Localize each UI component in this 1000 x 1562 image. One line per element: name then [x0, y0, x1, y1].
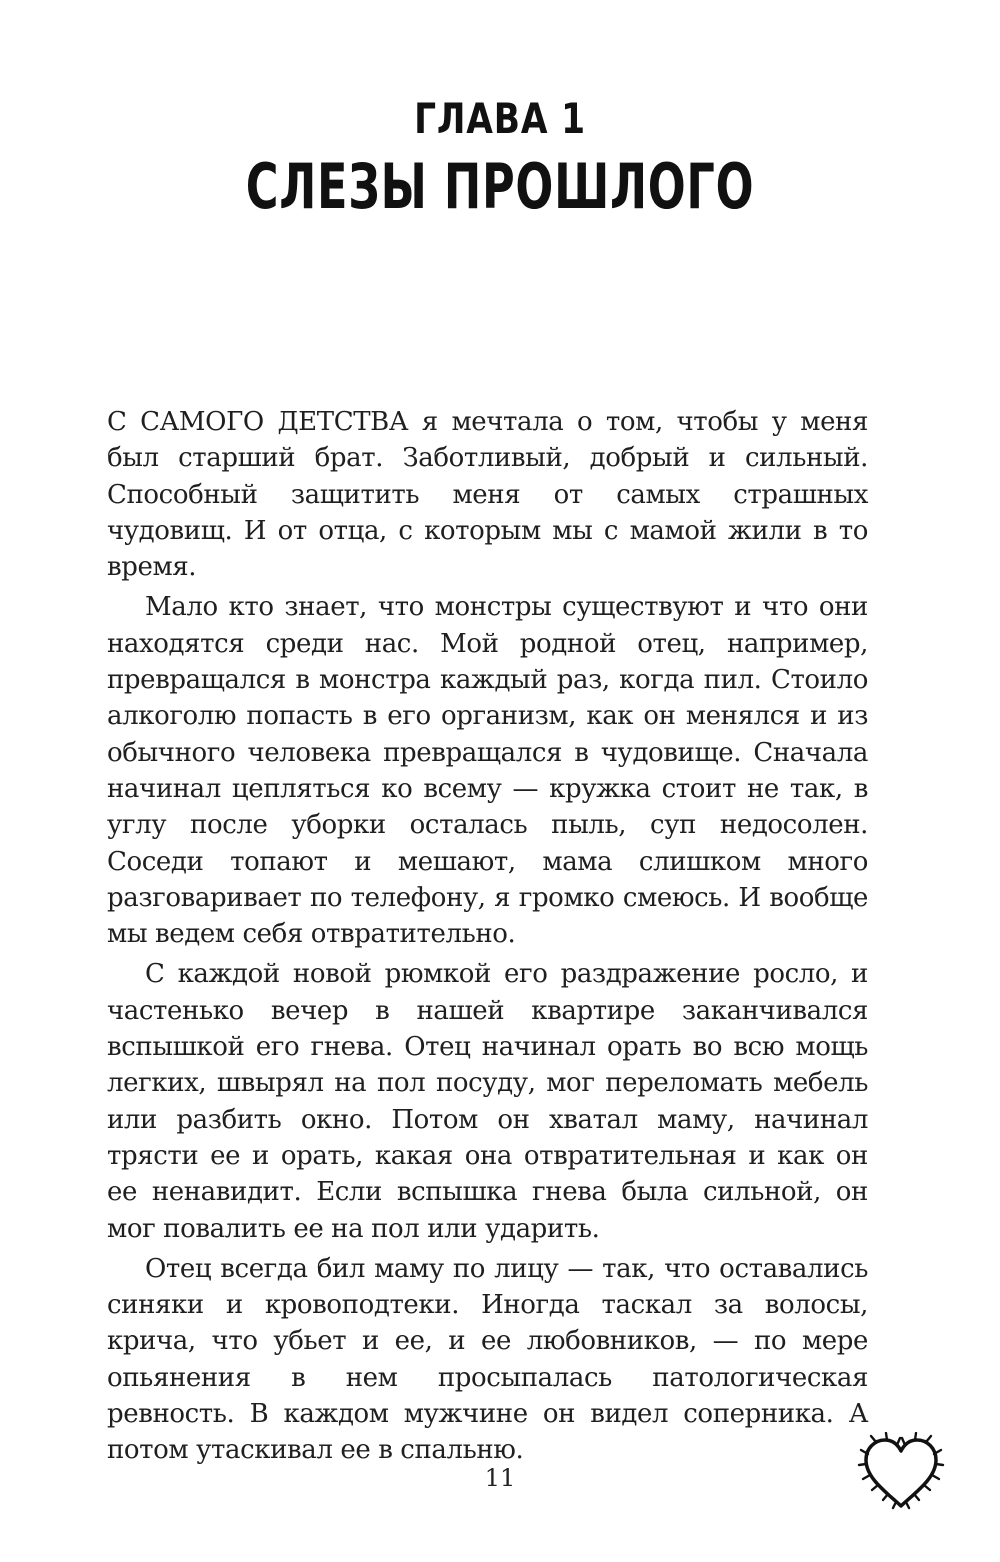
thorny-heart-icon [856, 1432, 946, 1512]
chapter-title: СЛЕЗЫ ПРОШЛОГО [245, 150, 755, 223]
chapter-label: ГЛАВА 1 [414, 94, 586, 143]
page-number: 11 [484, 1464, 516, 1492]
paragraph-1: С САМОГО ДЕТСТВА я мечтала о том, чтобы у меня был старший брат. Заботливый, добрый и сильный. Способный защитить меня от самых страшных чудовищ. И от отца, с которым мы с мамой жили в то время. [107, 407, 868, 583]
paragraph-4: Отец всегда бил маму по лицу — так, что оставались синяки и кровоподтеки. Иногда таскал за волосы, крича, что убьет и ее, и ее любовников, — по мере опьянения в нем просыпалась патологическая ревность. В каждом мужчине он видел соперника. А потом утаскивал ее в спальню. [107, 1253, 868, 1466]
chapter-body [107, 404, 868, 1473]
paragraph-2: Мало кто знает, что монстры существуют и что они находятся среди нас. Мой родной отец, например, превращался в монстра каждый раз, когда пил. Стоило алкоголю попасть в его организм, как он менялся и из обычного человека превращался в чудовище. Сначала начинал цепляться ко всему — кружка стоит не так, в углу после уборки осталась пыль, суп недосолен. Соседи топают и мешают, мама слишком много разговаривает по телефону, я громко смеюсь. И вообще мы ведем себя отвратительно. [107, 592, 868, 950]
paragraph-3: С каждой новой рюмкой его раздражение росло, и частенько вечер в нашей квартире заканчивался вспышкой его гнева. Отец начинал орать во всю мощь легких, швырял на пол посуду, мог переломать мебель или разбить окно. Потом он хватал маму, начинал трясти ее и орать, какая она отвратительная и как он ее ненавидит. Если вспышка гнева была сильной, он мог повалить ее на пол или ударить. [107, 959, 868, 1244]
